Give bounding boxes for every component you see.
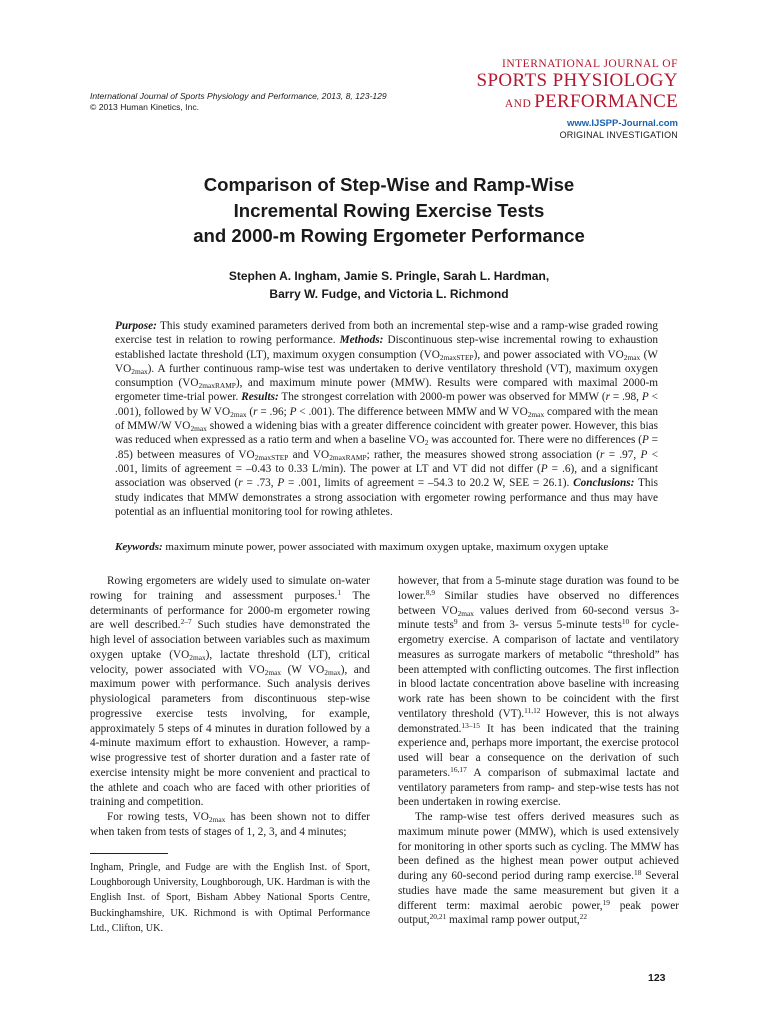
abstract-text: Discontinuous step-wise incremental rowing to exhaustion established lactate threshold (LT), maximum oxygen consumption (VO: [115, 334, 658, 361]
abstract-text: < .001, limits of agreement = –0.43 to 0.33 L/min). The power at LT and VT did not differ (: [115, 448, 658, 475]
subscript: 2: [424, 438, 429, 448]
journal-name-line1: INTERNATIONAL JOURNAL OF: [502, 58, 678, 70]
stat-p: P: [641, 391, 649, 404]
paragraph: however, that from a 5-minute stage duration was found to be lower.$^{8,9}$ Similar studies have observed no differences between $VO_{2max}$ values derived from 60-second versus 3-minute tests$^9$ and from 3- versus 5-minute tests$^{10}$ for cycle-ergometry exercise. A comparison of lactate and ventilatory measures as surrogate markers of metabolic “threshold” has been attempted with conflicting outcomes. The first inflection in blood lactate concentration above baseline with increasing work rate has been shown to be coincident with the first ventilatory threshold (VT).$^{11,12}$ However, this is not always demonstrated.$^{13-15}$ It has been indicated that the training experience and, perhaps more important, the exercise protocol used will bear a consequence on the derivation of such parameters.$^{16,17}$ A comparison of submaximal lactate and ventilatory parameters from ramp- and step-wise tests has not been undertaken in rowing exercise.: [398, 575, 679, 809]
citation-ref: 19: [602, 897, 610, 907]
citation-ref: 16,17: [450, 764, 467, 774]
subscript: 2max: [527, 409, 545, 419]
abstract-text: (W VO: [115, 348, 658, 375]
journal-name-line2: SPORTS PHYSIOLOGY: [476, 70, 678, 91]
author-affiliations-footnote: Ingham, Pringle, and Fudge are with the English Inst. of Sport, Loughborough University, Loughborough, UK. Hardman is with the English Inst. of Sport, Bisham Abbey National Sports Centre, Buckinghamshire, UK. Richmond is with Optimal Performance Ltd., Clifton, UK.: [90, 862, 370, 934]
abstract-text: = .6), and a significant association was observed (: [115, 462, 658, 490]
journal-logo: [476, 58, 678, 115]
paragraph: For rowing tests, $VO_{2max}$ has been shown not to differ when taken from tests of stages of 1, 2, 3, and 4 minutes;: [90, 811, 370, 838]
title-line: Incremental Rowing Exercise Tests: [233, 199, 545, 221]
stat-p: P: [540, 462, 548, 475]
citation-ref: 20,21: [429, 912, 447, 922]
section-label: ORIGINAL INVESTIGATION: [559, 130, 678, 140]
abstract-text: compared with the mean of MMW/W VO: [115, 405, 658, 433]
stat-r: r: [238, 477, 243, 490]
stat-p: P: [289, 405, 297, 418]
abstract-text: This study indicates that MMW demonstrates a strong association with ergometer rowing performance and thus may have potential as an influential monitoring tool for rowing athletes.: [115, 477, 658, 518]
author-list: [90, 268, 688, 303]
abstract-text: < .001), followed by W VO: [115, 391, 658, 418]
abstract-text: = .97,: [604, 448, 641, 461]
body-column-left: [90, 574, 370, 840]
abstract: Purpose: This study examined parameters derived from both an incremental step-wise and a ramp-wise graded rowing exercise test in relation to rowing performance. Methods: Discontinuous step-wise incremental rowing to exhaustion established lactate threshold (LT), maximum oxygen consumption $(VO_{2maxSTEP})$, and power associated with $VO_{2max}$ (W $VO_{2max}$). A further continuous ramp-wise test was undertaken to derive ventilatory threshold (VT), maximum oxygen consumption $(VO_{2maxRAMP})$, and maximum minute power (MMW). Results were compared with maximal 2000-m ergometer time-trial power. Results: The strongest correlation with 2000-m power was observed for MMW (r = .98, P < .001), followed by W $VO_{2max}$ (r = .96; P < .001). The difference between MMW and W $VO_{2max}$ compared with the mean of MMW/W $VO_{2max}$ showed a widening bias with a greater difference coincident with greater power. However, this bias was reduced when expressed as a ratio term and when a baseline $VO_2$ was accounted for. There were no differences (P = .85) between measures of $VO_{2maxSTEP}$ and $VO_{2maxRAMP}$; rather, the measures showed strong association (r = .97, P < .001, limits of agreement = –0.43 to 0.33 L/min). The power at LT and VT did not differ (P = .6), and a significant association was observed (r = .73, P = .001, limits of agreement = –54.3 to 20.2 W, SEE = 26.1). Conclusions: This study indicates that MMW demonstrates a strong association with ergometer rowing performance and thus may have potential as an influential monitoring tool for rowing athletes.: [115, 320, 658, 518]
subscript: 2max: [623, 352, 641, 362]
abstract-conclusions-label: Conclusions:: [573, 477, 635, 490]
subscript: 2max: [190, 424, 207, 434]
title-line: Comparison of Step-Wise and Ramp-Wise: [203, 174, 575, 195]
abstract-results-label: Results:: [241, 391, 279, 404]
abstract-text: The strongest correlation with 2000-m power was observed for MMW (: [278, 391, 606, 404]
abstract-text: and VO: [288, 448, 330, 461]
journal-performance: PERFORMANCE: [534, 91, 678, 112]
keywords-label: Keywords:: [115, 541, 163, 553]
abstract-text: was accounted for. There were no differences (: [428, 434, 642, 447]
stat-r: r: [605, 391, 610, 404]
journal-and: AND: [504, 98, 532, 110]
abstract-text: = .85) between measures of VO: [115, 434, 658, 461]
body-column-right: [398, 574, 679, 928]
abstract-methods-label: Methods:: [339, 334, 384, 347]
abstract-text: This study examined parameters derived from both an incremental step-wise and a ramp-wise graded rowing exercise test in relation to rowing performance.: [115, 320, 658, 347]
stat-p: P: [641, 434, 649, 447]
journal-name-line3: [476, 91, 678, 115]
abstract-text: = .98,: [610, 391, 642, 404]
stat-r: r: [253, 405, 258, 418]
abstract-purpose-label: Purpose:: [115, 320, 157, 332]
paragraph: Rowing ergometers are widely used to simulate on-water rowing for training and assessment purposes.$^1$ The determinants of performance for 2000-m ergometer rowing are well described.$^{2-7}$ Such studies have demonstrated the high level of association between variables such as maximum oxygen uptake $(VO_{2max})$, lactate threshold (LT), critical velocity, power associated with $VO_{2max}$ (W $VO_{2max}$), and maximum power with performance. Such analysis derives physiological parameters from discontinuous step-wise progressive exercise tests involving, for example, approximately 5 steps of 4 minutes in duration followed by a 4-minute maximum effort to exhaustion. However, a ramp-wise progressive test of shorter duration and a faster rate of exercise intensity might be more convenient and practical to the athlete and coach who are faced with other priorities of training and competition.: [90, 575, 370, 809]
keywords-text: maximum minute power, power associated with maximum oxygen uptake, maximum oxygen uptake: [162, 541, 609, 553]
abstract-text: < .001). The difference between MMW and W VO: [296, 405, 528, 418]
abstract-text: = .96;: [257, 405, 290, 418]
citation-line: International Journal of Sports Physiology and Performance, 2013, 8, 123-129: [90, 91, 387, 101]
authors-line: Barry W. Fudge, and Victoria L. Richmond: [269, 286, 509, 301]
paragraph: The ramp-wise test offers derived measures such as maximum minute power (MMW), which is used extensively for monitoring in other sports such as cycling. The MMW has been defined as the highest mean power output achieved during any 60-second period during ramp exercise.$^{18}$ Several studies have made the same measurement but given it a different term: maximal aerobic power,$^{19}$ peak power output,$^{20,21}$ maximal ramp power output,$^{22}$: [398, 811, 679, 927]
abstract-text: showed a widening bias with a greater difference coincident with greater power. However, this bias was reduced when expressed as a ratio term and when a baseline VO: [115, 420, 658, 447]
stat-p: P: [640, 448, 648, 461]
citation-ref: 18: [634, 868, 642, 877]
authors-line: Stephen A. Ingham, Jamie S. Pringle, Sarah L. Hardman,: [228, 269, 550, 283]
abstract-text: ). A further continuous ramp-wise test was undertaken to derive ventilatory threshold (VT), maximum oxygen consumption (VO: [115, 362, 658, 390]
abstract-text: ; rather, the measures showed strong association (: [366, 448, 601, 461]
subscript: 2max: [230, 409, 247, 419]
stat-p: P: [277, 477, 285, 490]
page-number: 123: [648, 972, 666, 984]
keywords: [115, 540, 675, 554]
citation-ref: 11,12: [524, 705, 541, 715]
abstract-text: ), and power associated with VO: [473, 348, 624, 361]
citation-ref: 9: [453, 617, 458, 627]
paper-title: [90, 172, 688, 249]
copyright-line: © 2013 Human Kinetics, Inc.: [90, 102, 200, 112]
footnote-divider: [90, 853, 168, 854]
abstract-text: = .73,: [242, 477, 278, 490]
stat-r: r: [600, 448, 605, 461]
title-line: and 2000-m Rowing Ergometer Performance: [193, 225, 585, 246]
citation-ref: 2–7: [180, 617, 192, 627]
subscript: 2maxSTEP: [254, 452, 289, 462]
citation-ref: 22: [579, 912, 588, 922]
citation-ref: 13–15: [461, 720, 480, 730]
subscript: 2maxRAMP: [198, 381, 236, 391]
citation: [90, 91, 387, 113]
citation-ref: 8,9: [425, 587, 436, 597]
citation-ref: 1: [337, 587, 342, 597]
subscript: 2maxRAMP: [329, 452, 367, 462]
subscript: 2maxSTEP: [439, 352, 474, 362]
journal-url-link[interactable]: www.IJSPP-Journal.com: [566, 118, 678, 129]
citation-ref: 10: [621, 617, 630, 627]
abstract-text: ), and maximum minute power (MMW). Results were compared with maximal 2000-m ergometer time-trial power.: [115, 377, 658, 404]
abstract-text: = .001, limits of agreement = –54.3 to 20.2 W, SEE = 26.1).: [284, 477, 574, 490]
subscript: 2max: [131, 366, 148, 376]
